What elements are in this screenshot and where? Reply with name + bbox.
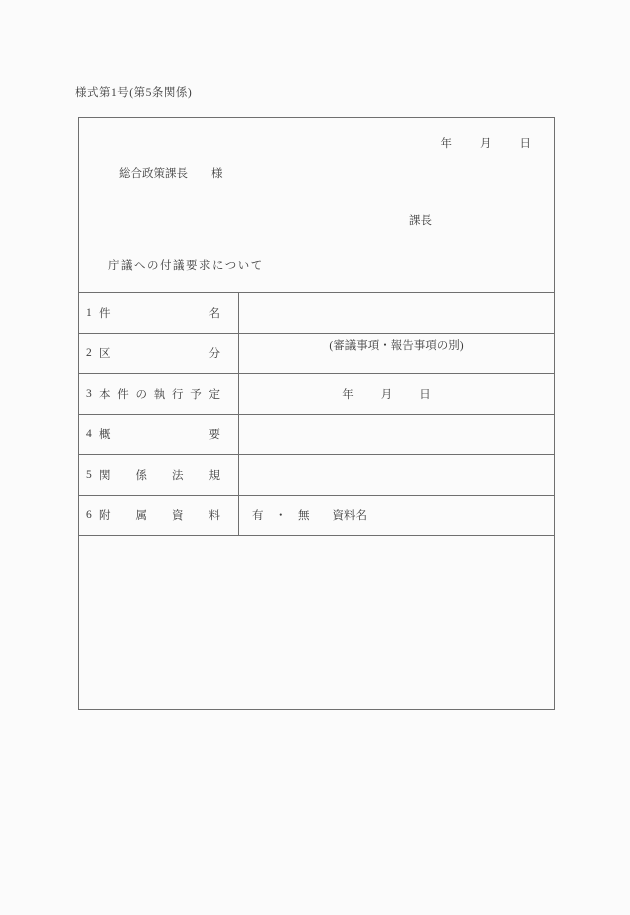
row-related-laws xyxy=(79,454,554,495)
row-category-label-cell xyxy=(79,334,239,374)
form-header-cell xyxy=(79,118,554,292)
exec-year-label: 年 xyxy=(342,388,354,401)
row-subject-name-value-cell xyxy=(239,293,554,333)
row-execution-date xyxy=(79,373,554,414)
row-related-laws-value-cell xyxy=(239,455,554,495)
row-summary xyxy=(79,414,554,455)
remarks-blank-cell xyxy=(79,535,554,709)
row-number: 6 xyxy=(86,509,92,522)
row-summary-label-cell xyxy=(79,415,239,455)
date-day-label: 日 xyxy=(519,138,531,150)
form-number: 様式第1号(第5条関係) xyxy=(75,87,193,99)
row-attachments-value-cell xyxy=(239,496,554,536)
exec-day-label: 日 xyxy=(419,388,431,401)
date-year-label: 年 xyxy=(440,138,452,150)
row-summary-value-cell xyxy=(239,415,554,455)
row-execution-date-label-cell xyxy=(79,374,239,414)
date-line xyxy=(441,135,532,151)
exec-month-label: 月 xyxy=(380,388,393,401)
date-month-label: 月 xyxy=(480,138,492,150)
row-category-value-cell xyxy=(239,334,554,374)
execution-date-line xyxy=(239,386,554,402)
row-number: 3 xyxy=(86,387,92,400)
addressee-line: 総合政策課長 様 xyxy=(119,168,223,180)
row-attachments-label-cell xyxy=(79,496,239,536)
row-related-laws-label-cell xyxy=(79,455,239,495)
row-number: 5 xyxy=(86,468,92,481)
row-execution-date-value-cell xyxy=(239,374,554,414)
row-subject-name xyxy=(79,292,554,333)
row-label: 附 属 資 料 xyxy=(99,510,220,523)
category-note: (審議事項・報告事項の別) xyxy=(329,339,464,352)
row-number: 2 xyxy=(86,347,92,360)
row-label: 本 件 の 執 行 予 定 xyxy=(99,388,220,401)
form-table xyxy=(78,117,555,710)
row-number: 1 xyxy=(86,306,92,319)
row-attachments xyxy=(79,495,554,536)
attachments-options: 有 ・ 無 資料名 xyxy=(252,510,367,523)
row-label: 区 分 xyxy=(99,348,220,361)
row-category xyxy=(79,333,554,374)
row-label: 関 係 法 規 xyxy=(99,469,220,482)
approver-title: 課長 xyxy=(409,215,432,227)
row-subject-name-label-cell xyxy=(79,293,239,333)
subject-line: 庁議への付議要求について xyxy=(108,260,264,272)
row-label: 概 要 xyxy=(99,429,220,442)
row-label: 件 名 xyxy=(99,307,220,320)
row-number: 4 xyxy=(86,428,92,441)
